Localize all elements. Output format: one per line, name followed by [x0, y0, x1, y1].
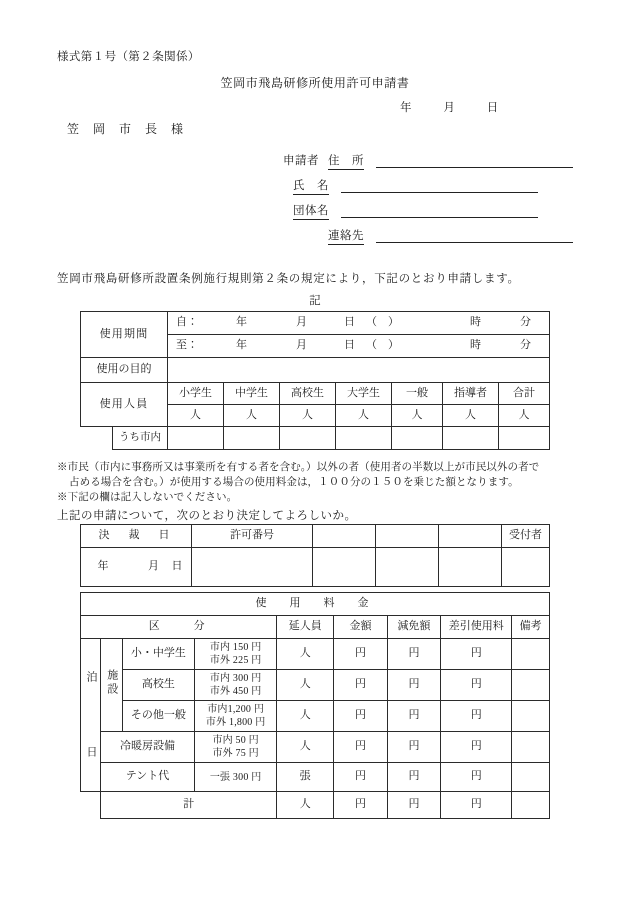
- fee-col-net-fee: 差引使用料: [441, 616, 512, 639]
- stay-label-cell: [81, 639, 101, 792]
- fee-amount-tent[interactable]: 円: [334, 763, 387, 792]
- personnel-col-junior: 中学生: [224, 383, 280, 405]
- applicant-contact-label: 連絡先: [328, 227, 364, 245]
- decision-table: [80, 524, 550, 587]
- fee-total-remarks[interactable]: [512, 792, 550, 819]
- fee-remarks-tent[interactable]: [512, 763, 550, 792]
- applicant-address-row: [283, 150, 573, 175]
- fee-rate-out-elementary-junior: 市外 225 円: [209, 655, 262, 666]
- facility-label: 施設: [105, 668, 118, 697]
- personnel-header-row: [81, 383, 550, 405]
- applicant-contact-row: [283, 225, 573, 250]
- decision-question: 上記の申請について，次のとおり決定してよろしいか。: [57, 510, 357, 522]
- applicant-group-row: [283, 200, 573, 225]
- fee-rate-in-other-general: 市内1,200 円: [207, 704, 265, 715]
- personnel-value-elementary[interactable]: 人: [168, 405, 224, 427]
- applicant-name-input[interactable]: [341, 192, 538, 193]
- date-day-label: 日: [486, 102, 499, 114]
- period-from-mark: 自：: [176, 316, 198, 329]
- decision-blank-value-2[interactable]: [376, 548, 439, 587]
- fee-amount-other-general[interactable]: 円: [334, 701, 387, 732]
- fee-persons-other-general[interactable]: 人: [277, 701, 334, 732]
- date-month-label: 月: [443, 102, 456, 114]
- personnel-col-high: 高校生: [280, 383, 336, 405]
- decision-value-row: [81, 548, 550, 587]
- fee-reduction-other-general[interactable]: 円: [387, 701, 440, 732]
- applicant-contact-input[interactable]: [376, 242, 573, 243]
- personnel-value-general[interactable]: 人: [392, 405, 443, 427]
- fee-net-tent[interactable]: 円: [441, 763, 512, 792]
- fee-remarks-aircon[interactable]: [512, 732, 550, 763]
- facility-label-cell: [100, 639, 122, 732]
- fee-remarks-elementary-junior[interactable]: [512, 639, 550, 670]
- fee-name-other-general: その他一般: [122, 701, 194, 732]
- period-from-day: 日: [344, 316, 355, 329]
- fee-total-reduction[interactable]: 円: [387, 792, 440, 819]
- permit-number-label: 許可番号: [192, 525, 313, 548]
- stay-label-bottom: 日: [84, 745, 97, 760]
- decision-blank-header-3: [439, 525, 502, 548]
- within-city-elementary[interactable]: [168, 427, 224, 450]
- fee-net-highschool[interactable]: 円: [441, 670, 512, 701]
- fee-header-row: [81, 616, 550, 639]
- personnel-value-high[interactable]: 人: [280, 405, 336, 427]
- period-from-year: 年: [236, 316, 247, 329]
- within-city-general[interactable]: [392, 427, 443, 450]
- note-do-not-fill: ※下記の欄は記入しないでください。: [57, 492, 238, 504]
- fee-persons-tent[interactable]: 張: [277, 763, 334, 792]
- within-city-row: [81, 427, 550, 450]
- within-city-total[interactable]: [499, 427, 550, 450]
- fee-row-highschool: [81, 670, 550, 701]
- personnel-col-elementary: 小学生: [168, 383, 224, 405]
- usage-period-from-cell[interactable]: [168, 312, 550, 335]
- personnel-col-total: 合計: [499, 383, 550, 405]
- fee-total-net[interactable]: 円: [441, 792, 512, 819]
- statement-text: 笠岡市飛島研修所設置条例施行規則第２条の規定により，下記のとおり申請します。: [57, 273, 520, 285]
- applicant-address-input[interactable]: [376, 167, 573, 168]
- usage-table: [80, 311, 550, 450]
- fee-rate-highschool: [195, 670, 277, 701]
- usage-purpose-value[interactable]: [168, 358, 550, 383]
- within-city-high[interactable]: [280, 427, 336, 450]
- fee-rate-in-tent: 一張 300 円: [209, 771, 262, 783]
- addressee: 笠 岡 市 長 様: [67, 122, 189, 136]
- applicant-group-label: 団体名: [293, 202, 329, 220]
- stay-label-top: 泊: [84, 670, 97, 685]
- fee-col-category: 区 分: [81, 616, 277, 639]
- fee-total-spacer: [81, 792, 101, 819]
- fee-persons-highschool[interactable]: 人: [277, 670, 334, 701]
- period-from-line: [168, 316, 549, 330]
- fee-rate-in-aircon: 市内 50 円: [212, 735, 259, 746]
- fee-net-aircon[interactable]: 円: [441, 732, 512, 763]
- period-to-day: 日: [344, 339, 355, 352]
- document-title: 笠岡市飛島研修所使用許可申請書: [220, 76, 410, 90]
- receiver-value[interactable]: [502, 548, 550, 587]
- usage-purpose-row: [81, 358, 550, 383]
- receiver-label: 受付者: [502, 525, 550, 548]
- fee-row-elementary-junior: [81, 639, 550, 670]
- fee-row-aircon: [81, 732, 550, 763]
- decision-blank-value-3[interactable]: [439, 548, 502, 587]
- fee-persons-aircon[interactable]: 人: [277, 732, 334, 763]
- fee-rate-out-highschool: 市外 450 円: [209, 686, 262, 697]
- applicant-group-input[interactable]: [341, 217, 538, 218]
- period-to-minute: 分: [520, 339, 531, 352]
- period-to-month: 月: [296, 339, 307, 352]
- ki-mark: 記: [309, 295, 321, 307]
- decision-header-row: [81, 525, 550, 548]
- period-from-hour: 時: [470, 316, 481, 329]
- fee-total-persons[interactable]: 人: [277, 792, 334, 819]
- decision-blank-header-2: [376, 525, 439, 548]
- fee-rate-other-general: [195, 701, 277, 732]
- period-from-weekday: （ ）: [366, 316, 399, 329]
- period-to-mark: 至：: [176, 339, 198, 352]
- approval-day: 日: [171, 560, 183, 573]
- within-city-label: うち市内: [112, 426, 167, 450]
- fee-name-tent: テント代: [100, 763, 194, 792]
- fee-reduction-aircon[interactable]: 円: [387, 732, 440, 763]
- fee-col-remarks: 備考: [512, 616, 550, 639]
- personnel-col-instructor: 指導者: [443, 383, 499, 405]
- form-number: 様式第１号（第２条関係）: [57, 51, 200, 63]
- within-city-junior[interactable]: [224, 427, 280, 450]
- fee-col-amount: 金額: [334, 616, 387, 639]
- fee-col-reduction: 減免額: [387, 616, 440, 639]
- applicant-address-label: 住 所: [328, 152, 364, 170]
- fee-remarks-other-general[interactable]: [512, 701, 550, 732]
- approval-year: 年: [97, 560, 109, 573]
- fee-rate-in-highschool: 市内 300 円: [209, 673, 262, 684]
- fee-net-elementary-junior[interactable]: 円: [441, 639, 512, 670]
- fee-amount-aircon[interactable]: 円: [334, 732, 387, 763]
- permit-number-value[interactable]: [192, 548, 313, 587]
- within-city-university[interactable]: [336, 427, 392, 450]
- usage-period-label: 使用期間: [81, 312, 168, 358]
- fee-rate-elementary-junior: [195, 639, 277, 670]
- period-to-weekday: （ ）: [366, 339, 399, 352]
- usage-period-to-cell[interactable]: [168, 335, 550, 358]
- personnel-col-university: 大学生: [336, 383, 392, 405]
- period-from-month: 月: [296, 316, 307, 329]
- fee-reduction-highschool[interactable]: 円: [387, 670, 440, 701]
- period-to-year: 年: [236, 339, 247, 352]
- personnel-value-junior[interactable]: 人: [224, 405, 280, 427]
- applicant-name-row: [283, 175, 573, 200]
- period-to-line: [168, 339, 549, 353]
- fee-rate-out-other-general: 市外 1,800 円: [205, 717, 266, 728]
- usage-period-from-row: [81, 312, 550, 335]
- date-year-label: 年: [400, 102, 412, 114]
- decision-blank-value-1[interactable]: [313, 548, 376, 587]
- notes-block: [57, 460, 587, 506]
- fee-rate-in-elementary-junior: 市内 150 円: [209, 642, 262, 653]
- personnel-value-total[interactable]: 人: [499, 405, 550, 427]
- decision-blank-header-1: [313, 525, 376, 548]
- applicant-prefix: 申請者: [283, 155, 319, 167]
- fee-reduction-tent[interactable]: 円: [387, 763, 440, 792]
- personnel-value-university[interactable]: 人: [336, 405, 392, 427]
- fee-amount-highschool[interactable]: 円: [334, 670, 387, 701]
- fee-amount-elementary-junior[interactable]: 円: [334, 639, 387, 670]
- fee-name-aircon: 冷暖房設備: [100, 732, 194, 763]
- fee-name-elementary-junior: 小・中学生: [122, 639, 194, 670]
- fee-name-highschool: 高校生: [122, 670, 194, 701]
- fee-total-label: 計: [100, 792, 276, 819]
- fee-title-row: [81, 593, 550, 616]
- note-nonresident-line2: 占める場合を含む。）が使用する場合の使用料金は，１００分の１５０を乗じた額となります。: [69, 477, 519, 489]
- within-city-spacer: [81, 427, 168, 450]
- fee-row-tent: [81, 763, 550, 792]
- fee-table-title: 使 用 料 金: [81, 593, 550, 616]
- applicant-name-label: 氏 名: [293, 177, 329, 195]
- period-to-hour: 時: [470, 339, 481, 352]
- fee-rate-aircon: [195, 732, 277, 763]
- fee-total-amount[interactable]: 円: [334, 792, 387, 819]
- usage-purpose-label: 使用の目的: [81, 358, 168, 383]
- approval-date-label: 決 裁 日: [81, 525, 192, 548]
- personnel-col-general: 一般: [392, 383, 443, 405]
- fee-net-other-general[interactable]: 円: [441, 701, 512, 732]
- fee-row-total: [81, 792, 550, 819]
- fee-col-total-persons: 延人員: [277, 616, 334, 639]
- approval-date-value[interactable]: [81, 548, 192, 587]
- personnel-value-instructor[interactable]: 人: [443, 405, 499, 427]
- applicant-block: [283, 150, 573, 250]
- fee-table: [80, 592, 550, 819]
- fee-persons-elementary-junior[interactable]: 人: [277, 639, 334, 670]
- fee-rate-tent: [195, 763, 277, 792]
- approval-month: 月: [148, 560, 159, 573]
- fee-reduction-elementary-junior[interactable]: 円: [387, 639, 440, 670]
- fee-rate-out-aircon: 市外 75 円: [212, 748, 259, 759]
- period-from-minute: 分: [520, 316, 531, 329]
- personnel-label: 使用人員: [81, 383, 168, 427]
- note-nonresident-line1: ※市民（市内に事務所又は事業所を有する者を含む。）以外の者（使用者の半数以上が市民以外の者で: [57, 462, 540, 473]
- submission-date-line: [400, 99, 499, 115]
- fee-remarks-highschool[interactable]: [512, 670, 550, 701]
- within-city-instructor[interactable]: [443, 427, 499, 450]
- fee-row-other-general: [81, 701, 550, 732]
